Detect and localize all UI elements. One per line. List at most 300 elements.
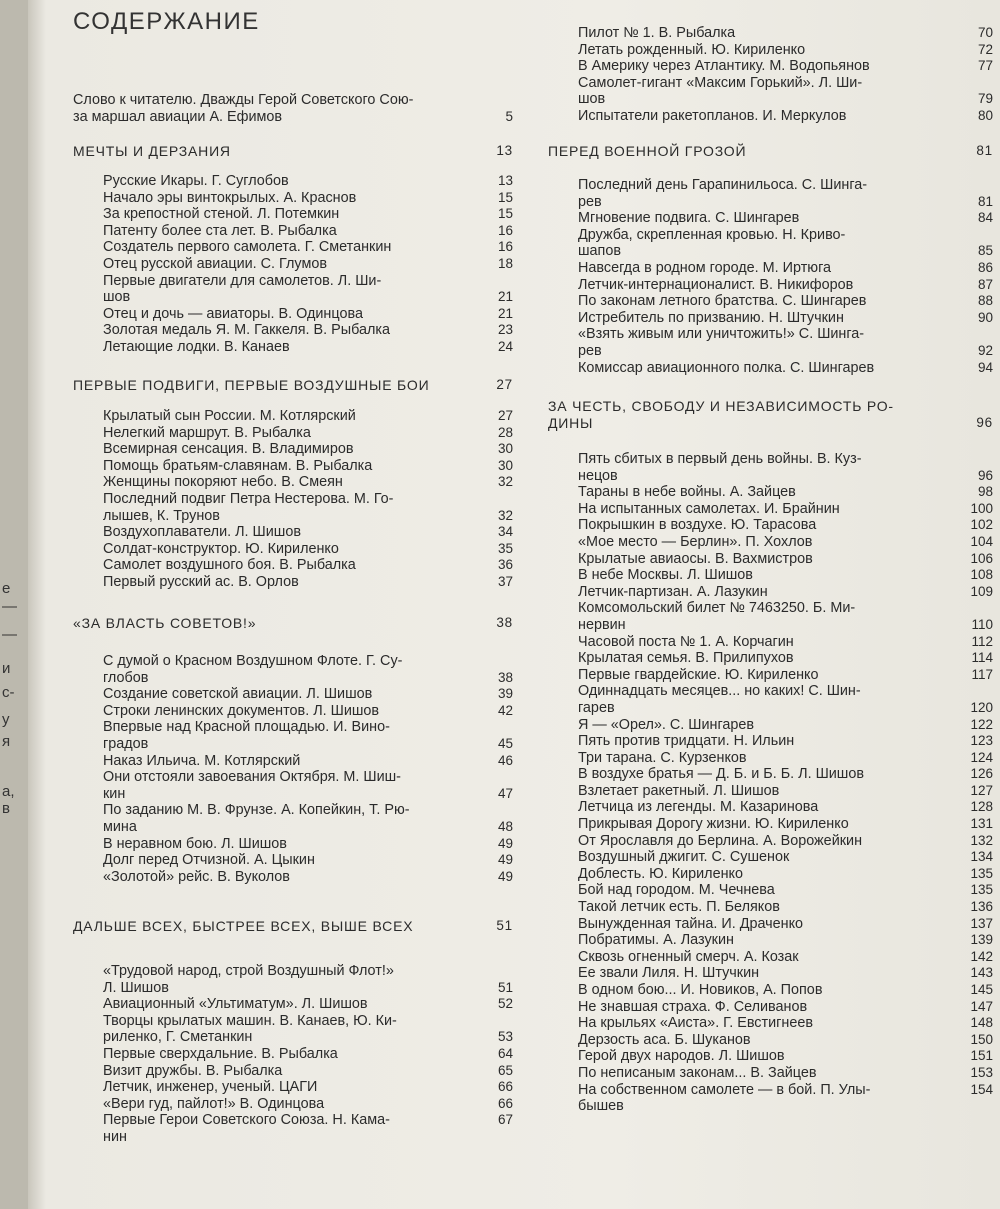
toc-entry-text: Испытатели ракетопланов. И. Меркулов: [578, 107, 847, 124]
toc-entry-page-number: 108: [970, 567, 993, 583]
toc-entry: [548, 982, 993, 999]
toc-entry-page-number: 137: [970, 915, 993, 931]
toc-entry-page-number: 30: [497, 441, 513, 457]
toc-entry: [548, 783, 993, 800]
toc-entry: [73, 109, 513, 126]
toc-entry: [548, 484, 993, 501]
toc-entry-text: Визит дружбы. В. Рыбалка: [103, 1062, 283, 1079]
toc-entry: [548, 293, 993, 310]
toc-entry: [548, 177, 993, 194]
toc-entry-text: Три тарана. С. Курзенков: [578, 749, 747, 766]
toc-entry-text: Женщины покоряют небо. В. Смеян: [103, 474, 343, 491]
toc-entry-text: Бой над городом. М. Чечнева: [578, 882, 775, 899]
toc-entry: [73, 273, 513, 290]
toc-entry: [548, 360, 993, 377]
toc-entry: [548, 866, 993, 883]
toc-entry-page-number: 122: [970, 716, 993, 732]
toc-entry-page-number: 120: [970, 699, 993, 715]
section-entries: [73, 653, 513, 885]
toc-page: [28, 0, 1000, 1209]
toc-entry-page-number: 15: [497, 189, 513, 205]
toc-entry-text: гарев: [578, 699, 615, 716]
toc-entry: [548, 517, 993, 534]
toc-entry-text: Долг перед Отчизной. А. Цыкин: [103, 852, 315, 869]
toc-entry-page-number: 72: [977, 41, 993, 57]
toc-entry-text: Самолет-гигант «Максим Горький». Л. Ши-: [578, 74, 863, 91]
toc-entry: [548, 965, 993, 982]
toc-entry: [73, 322, 513, 339]
toc-entry-page-number: 70: [977, 25, 993, 40]
toc-entry: [73, 574, 513, 591]
toc-entry: [548, 700, 993, 717]
toc-entry-page-number: 42: [497, 702, 513, 718]
toc-entry-text: Комиссар авиационного полка. С. Шингарев: [578, 359, 875, 376]
edge-fragment: е: [2, 580, 11, 597]
toc-entry-text: Солдат-конструктор. Ю. Кириленко: [103, 540, 339, 557]
toc-entry-text: Крылатая семья. В. Прилипухов: [578, 650, 794, 667]
toc-entry-page-number: 21: [497, 305, 513, 321]
toc-entry-page-number: 139: [970, 932, 993, 948]
toc-entry-page-number: 151: [970, 1048, 993, 1064]
toc-entry-page-number: 153: [970, 1064, 993, 1080]
toc-entry-text: В Америку через Атлантику. М. Водопьянов: [578, 58, 870, 75]
toc-entry-page-number: 148: [970, 1015, 993, 1031]
toc-entry: [548, 833, 993, 850]
toc-entry-page-number: 123: [970, 733, 993, 749]
toc-entry-page-number: 84: [977, 210, 993, 226]
section-title-text: ПЕРВЫЕ ПОДВИГИ, ПЕРВЫЕ ВОЗДУШНЫЕ БОИ: [73, 377, 430, 393]
toc-entry-page-number: 92: [977, 342, 993, 358]
toc-entry: [73, 869, 513, 886]
toc-entry-text: Авиационный «Ультиматум». Л. Шишов: [103, 996, 368, 1013]
toc-entry-page-number: 88: [977, 293, 993, 309]
section-title-cont: [548, 415, 993, 432]
toc-entry: [548, 1048, 993, 1065]
section-title: [73, 143, 513, 160]
toc-entry-text: На собственном самолете — в бой. П. Улы-: [578, 1081, 871, 1098]
toc-entry-text: По заданию М. В. Фрунзе. А. Копейкин, Т. Рю-: [103, 802, 410, 819]
toc-entry: [548, 882, 993, 899]
toc-entry-text: «Мое место — Берлин». П. Хохлов: [578, 533, 813, 550]
toc-entry-text: Помощь братьям-славянам. В. Рыбалка: [103, 457, 373, 474]
toc-entry: [73, 819, 513, 836]
toc-entry-text: Наказ Ильича. М. Котлярский: [103, 752, 301, 769]
toc-entry-page-number: 32: [497, 507, 513, 523]
toc-entry: [73, 339, 513, 356]
toc-entry: [73, 1013, 513, 1030]
toc-entry-page-number: 32: [497, 474, 513, 490]
toc-entry-text: От Ярославля до Берлина. А. Ворожейкин: [578, 832, 863, 849]
toc-entry: [548, 1065, 993, 1082]
toc-entry-page-number: 145: [970, 982, 993, 997]
section-title-page-number: 27: [496, 377, 513, 392]
toc-entry-text: С думой о Красном Воздушном Флоте. Г. Су-: [103, 653, 403, 669]
toc-entry-page-number: 104: [970, 533, 993, 549]
toc-entry-text: Пять сбитых в первый день войны. В. Куз-: [578, 451, 862, 467]
toc-entry: [73, 1129, 513, 1146]
toc-entry-text: «Золотой» рейс. В. Вуколов: [103, 868, 290, 885]
toc-entry: [548, 326, 993, 343]
toc-entry-text: На испытанных самолетах. И. Брайнин: [578, 500, 840, 517]
toc-entry: [548, 1032, 993, 1049]
toc-entry-page-number: 48: [497, 818, 513, 834]
toc-entry: [548, 634, 993, 651]
toc-entry: [73, 1046, 513, 1063]
toc-entry-page-number: 128: [970, 799, 993, 815]
toc-entry-text: Комсомольский билет № 7463250. Б. Ми-: [578, 600, 856, 617]
section-title-text: ЗА ЧЕСТЬ, СВОБОДУ И НЕЗАВИСИМОСТЬ РО-: [548, 398, 894, 414]
toc-entry-text: По законам летного братства. С. Шингарев: [578, 293, 867, 310]
toc-entry: [548, 277, 993, 294]
toc-entry-page-number: 18: [497, 255, 513, 271]
edge-fragment: а,: [2, 783, 15, 800]
toc-entry-text: Строки ленинских документов. Л. Шишов: [103, 702, 380, 719]
toc-entry: [73, 458, 513, 475]
toc-entry: [73, 289, 513, 306]
toc-entry-text: Последний подвиг Петра Нестерова. М. Го-: [103, 490, 394, 507]
toc-entry: [548, 1015, 993, 1032]
edge-fragment: —: [2, 598, 17, 615]
toc-entry-text: На крыльях «Аиста». Г. Евстигнеев: [578, 1015, 813, 1032]
toc-entry-text: Мгновение подвига. С. Шингарев: [578, 210, 800, 227]
toc-entry: [548, 567, 993, 584]
toc-entry-text: Слово к читателю. Дважды Герой Советского Сою-: [73, 92, 414, 108]
toc-entry-text: Герой двух народов. Л. Шишов: [578, 1048, 785, 1065]
toc-entry: [73, 786, 513, 803]
toc-entry: [548, 227, 993, 244]
toc-entry: [548, 243, 993, 260]
toc-entry-page-number: 109: [970, 583, 993, 599]
toc-entry-page-number: 39: [497, 686, 513, 702]
toc-entry: [548, 210, 993, 227]
adjacent-page-edge: [0, 0, 28, 1209]
toc-entry-page-number: 66: [497, 1079, 513, 1095]
toc-entry-page-number: 132: [970, 832, 993, 848]
toc-entry-text: Летающие лодки. В. Канаев: [103, 338, 290, 355]
toc-entry-text: «Вери гуд, пайлот!» В. Одинцова: [103, 1095, 325, 1112]
section-entries: [73, 963, 513, 1146]
toc-entry: [548, 650, 993, 667]
toc-entry-text: шов: [103, 289, 131, 306]
toc-entry-text: Первые двигатели для самолетов. Л. Ши-: [103, 272, 382, 289]
section-title: [73, 377, 513, 394]
toc-entry-page-number: 49: [497, 852, 513, 868]
toc-entry-text: По неписаным законам... В. Зайцев: [578, 1064, 817, 1081]
toc-entry-text: Доблесть. Ю. Кириленко: [578, 865, 743, 882]
toc-entry-text: Летать рожденный. Ю. Кириленко: [578, 41, 806, 58]
toc-entry: [73, 541, 513, 558]
toc-entry: [73, 557, 513, 574]
section-title: [73, 615, 513, 632]
toc-entry-page-number: 90: [977, 309, 993, 325]
toc-entry: [548, 310, 993, 327]
toc-entry-text: кин: [103, 785, 126, 802]
toc-entry-page-number: 131: [970, 816, 993, 832]
toc-entry-text: Истребитель по призванию. Н. Штучкин: [578, 309, 844, 326]
toc-entry-text: лышев, К. Трунов: [103, 507, 220, 524]
toc-entry-page-number: 127: [970, 782, 993, 798]
toc-entry-text: Начало эры винтокрылых. А. Краснов: [103, 189, 357, 206]
section-heading: [548, 398, 993, 431]
toc-entry-text: Сквозь огненный смерч. А. Козак: [578, 948, 799, 965]
toc-entry-text: Крылатый сын России. М. Котлярский: [103, 408, 356, 424]
toc-entry-page-number: 65: [497, 1062, 513, 1078]
toc-entry: [73, 256, 513, 273]
toc-entry-page-number: 28: [497, 424, 513, 440]
toc-entry: [73, 686, 513, 703]
toc-entry: [548, 916, 993, 933]
toc-entry-page-number: 24: [497, 338, 513, 354]
toc-entry-page-number: 27: [497, 408, 513, 423]
toc-entry-text: рев: [578, 193, 602, 210]
toc-entry: [73, 408, 513, 425]
toc-entry: [73, 1063, 513, 1080]
toc-entry-text: Золотая медаль Я. М. Гаккеля. В. Рыбалка: [103, 322, 391, 339]
toc-entry-text: мина: [103, 818, 137, 835]
toc-entry-text: Побратимы. А. Лазукин: [578, 932, 734, 949]
section-title-cont-page-number: 96: [976, 414, 993, 430]
section-title-page-number: 38: [496, 615, 513, 630]
toc-entry: [548, 733, 993, 750]
toc-entry-page-number: 106: [970, 550, 993, 566]
toc-entry-page-number: 135: [970, 865, 993, 881]
section-title: [548, 398, 993, 415]
toc-entry-text: Творцы крылатых машин. В. Канаев, Ю. Ки-: [103, 1012, 397, 1029]
section-heading: [73, 377, 513, 394]
edge-fragment: —: [2, 626, 17, 643]
toc-entry: [548, 667, 993, 684]
toc-entry-text: Первые гвардейские. Ю. Кириленко: [578, 666, 819, 683]
toc-entry: [548, 108, 993, 125]
section-entries: [548, 451, 993, 1115]
toc-entry-page-number: 85: [977, 243, 993, 259]
toc-entry: [73, 852, 513, 869]
toc-entry-page-number: 100: [970, 500, 993, 516]
toc-entry-page-number: 86: [977, 259, 993, 275]
toc-entry: [73, 1029, 513, 1046]
toc-entry: [548, 799, 993, 816]
toc-entry: [548, 25, 993, 42]
toc-entry-text: Первый русский ас. В. Орлов: [103, 573, 299, 590]
toc-entry-page-number: 21: [497, 289, 513, 305]
toc-entry: [73, 963, 513, 980]
toc-entry-text: Летчик, инженер, ученый. ЦАГИ: [103, 1079, 318, 1096]
section-title-text: ПЕРЕД ВОЕННОЙ ГРОЗОЙ: [548, 143, 747, 159]
toc-entry: [73, 491, 513, 508]
toc-entry-page-number: 53: [497, 1029, 513, 1045]
toc-entry-page-number: 66: [497, 1095, 513, 1111]
toc-entry-text: Часовой поста № 1. А. Корчагин: [578, 633, 794, 650]
toc-entry-text: «Трудовой народ, строй Воздушный Флот!»: [103, 963, 394, 979]
toc-entry-page-number: 37: [497, 573, 513, 589]
toc-entry-text: Русские Икары. Г. Суглобов: [103, 173, 289, 189]
toc-entry-text: Я — «Орел». С. Шингарев: [578, 716, 755, 733]
edge-fragment: я: [2, 733, 11, 750]
toc-entry-page-number: 117: [971, 666, 993, 682]
toc-entry: [73, 769, 513, 786]
toc-entry: [73, 508, 513, 525]
toc-entry: [73, 206, 513, 223]
toc-entry-page-number: 80: [977, 107, 993, 123]
toc-entry: [548, 816, 993, 833]
toc-entry: [73, 996, 513, 1013]
toc-entry-page-number: 77: [977, 58, 993, 74]
toc-entry-text: В воздухе братья — Д. Б. и Б. Б. Л. Шишов: [578, 766, 864, 783]
toc-entry: [73, 802, 513, 819]
toc-entry: [548, 932, 993, 949]
toc-entry-text: Всемирная сенсация. В. Владимиров: [103, 441, 354, 458]
toc-entry: [73, 441, 513, 458]
edge-fragment: в: [2, 800, 10, 817]
toc-entry-page-number: 81: [977, 193, 993, 209]
section-entries: [73, 173, 513, 356]
toc-entry-page-number: 38: [497, 669, 513, 685]
toc-entry-text: Такой летчик есть. П. Беляков: [578, 899, 780, 916]
toc-entry: [548, 194, 993, 211]
toc-entry-text: Одиннадцать месяцев... но каких! С. Шин-: [578, 683, 861, 700]
toc-entry-page-number: 5: [505, 108, 513, 124]
toc-entry-page-number: 124: [970, 749, 993, 765]
toc-entry: [548, 42, 993, 59]
toc-entry-page-number: 15: [497, 206, 513, 222]
toc-entry-text: Крылатые авиаосы. В. Вахмистров: [578, 550, 813, 567]
toc-entry-page-number: 150: [970, 1031, 993, 1047]
toc-entry: [73, 474, 513, 491]
section-title-text: ДАЛЬШЕ ВСЕХ, БЫСТРЕЕ ВСЕХ, ВЫШЕ ВСЕХ: [73, 918, 414, 934]
section-title-page-number: 13: [496, 143, 513, 158]
toc-entry: [548, 600, 993, 617]
toc-entry-text: Они отстояли завоевания Октября. М. Шиш-: [103, 769, 401, 786]
toc-entry-text: В небе Москвы. Л. Шишов: [578, 567, 753, 584]
toc-entry-text: В одном бою... И. Новиков, А. Попов: [578, 982, 823, 998]
toc-entry: [548, 683, 993, 700]
toc-entry: [73, 670, 513, 687]
section-title: [73, 918, 513, 935]
toc-entry: [548, 91, 993, 108]
toc-entry-page-number: 46: [497, 752, 513, 768]
toc-entry: [548, 451, 993, 468]
edge-fragment: и: [2, 660, 11, 677]
toc-entry-page-number: 34: [497, 524, 513, 540]
toc-entry-text: Дружба, скрепленная кровью. Н. Криво-: [578, 226, 846, 243]
toc-entry: [73, 223, 513, 240]
toc-entry-text: Отец и дочь — авиаторы. В. Одинцова: [103, 305, 363, 322]
toc-entry-text: Создание советской авиации. Л. Шишов: [103, 686, 373, 703]
toc-entry-text: Отец русской авиации. С. Глумов: [103, 255, 327, 272]
toc-entry: [548, 1082, 993, 1099]
toc-entry-text: Самолет воздушного боя. В. Рыбалка: [103, 557, 356, 574]
toc-entry-text: шов: [578, 91, 606, 108]
edge-fragment: у: [2, 711, 10, 728]
toc-entry: [73, 173, 513, 190]
toc-entry-page-number: 112: [971, 633, 993, 649]
toc-entry: [548, 551, 993, 568]
page-title: СОДЕРЖАНИЕ: [73, 8, 260, 35]
toc-entry-page-number: 16: [497, 239, 513, 255]
toc-entry-text: нин: [103, 1128, 127, 1145]
toc-entry: [548, 75, 993, 92]
toc-entry: [548, 899, 993, 916]
toc-entry-text: Воздушный джигит. С. Сушенок: [578, 849, 790, 866]
toc-entry: [548, 343, 993, 360]
toc-entry-page-number: 51: [497, 979, 513, 995]
toc-entry: [73, 1079, 513, 1096]
toc-entry: [548, 584, 993, 601]
toc-entry-text: Последний день Гарапинильоса. С. Шинга-: [578, 177, 868, 193]
section-title-page-number: 81: [976, 143, 993, 158]
toc-entry-text: за маршал авиации А. Ефимов: [73, 108, 283, 125]
toc-entry: [548, 534, 993, 551]
toc-entry-text: Ее звали Лиля. Н. Штучкин: [578, 965, 760, 982]
edge-fragment: с-: [2, 684, 15, 701]
toc-entry-page-number: 94: [977, 359, 993, 375]
toc-entry-page-number: 35: [497, 540, 513, 556]
toc-entry-text: «Взять живым или уничтожить!» С. Шинга-: [578, 326, 865, 343]
toc-entry: [548, 999, 993, 1016]
toc-entry: [548, 949, 993, 966]
toc-entry-text: Первые сверхдальние. В. Рыбалка: [103, 1045, 338, 1062]
toc-entry-page-number: 143: [970, 965, 993, 981]
toc-entry-page-number: 96: [977, 467, 993, 483]
toc-entry-page-number: 64: [497, 1045, 513, 1061]
toc-entry: [73, 736, 513, 753]
toc-entry-text: Патенту более ста лет. В. Рыбалка: [103, 222, 337, 239]
toc-entry: [73, 653, 513, 670]
toc-entry: [73, 719, 513, 736]
toc-entry-text: шапов: [578, 243, 621, 260]
toc-entry-page-number: 126: [970, 766, 993, 782]
toc-entry-text: Не знавшая страха. Ф. Селиванов: [578, 998, 808, 1015]
toc-entry-text: Навсегда в родном городе. М. Иртюга: [578, 259, 832, 276]
toc-entry-text: бышев: [578, 1098, 624, 1115]
toc-entry-text: За крепостной стеной. Л. Потемкин: [103, 206, 340, 223]
toc-entry-text: Первые Герои Советского Союза. Н. Кама-: [103, 1112, 390, 1129]
toc-entry-text: Создатель первого самолета. Г. Сметанкин: [103, 239, 392, 256]
section-title: [548, 143, 993, 160]
section-heading: [73, 143, 513, 160]
section-title-text: МЕЧТЫ И ДЕРЗАНИЯ: [73, 143, 231, 159]
toc-entry-text: нецов: [578, 467, 618, 484]
toc-entry-page-number: 147: [970, 998, 993, 1014]
section-title-page-number: 51: [496, 918, 513, 933]
toc-entry: [73, 836, 513, 853]
toc-entry-text: глобов: [103, 669, 149, 686]
toc-entry-text: Летчица из легенды. М. Казаринова: [578, 799, 819, 816]
toc-entry-page-number: 154: [970, 1081, 993, 1097]
toc-entry-text: Пилот № 1. В. Рыбалка: [578, 25, 736, 41]
toc-entry: [548, 58, 993, 75]
toc-entry-page-number: 102: [970, 517, 993, 533]
toc-entry: [548, 1098, 993, 1115]
toc-entry: [73, 1112, 513, 1129]
toc-entry-text: Прикрывая Дорогу жизни. Ю. Кириленко: [578, 816, 849, 833]
toc-entry-text: нервин: [578, 616, 626, 633]
toc-entry-text: Вынужденная тайна. И. Драченко: [578, 915, 804, 932]
toc-entry: [548, 501, 993, 518]
toc-entry: [73, 980, 513, 997]
toc-entry: [548, 750, 993, 767]
toc-entry: [548, 260, 993, 277]
toc-entry-page-number: 30: [497, 457, 513, 473]
toc-entry: [73, 92, 513, 109]
toc-entry-page-number: 87: [977, 276, 993, 292]
toc-entry-text: Воздухоплаватели. Л. Шишов: [103, 524, 301, 541]
toc-entry: [548, 468, 993, 485]
section-heading: [548, 143, 993, 160]
toc-entry-text: Впервые над Красной площадью. И. Вино-: [103, 719, 390, 736]
toc-entry-text: Взлетает ракетный. Л. Шишов: [578, 782, 780, 799]
toc-entry-page-number: 49: [497, 835, 513, 851]
